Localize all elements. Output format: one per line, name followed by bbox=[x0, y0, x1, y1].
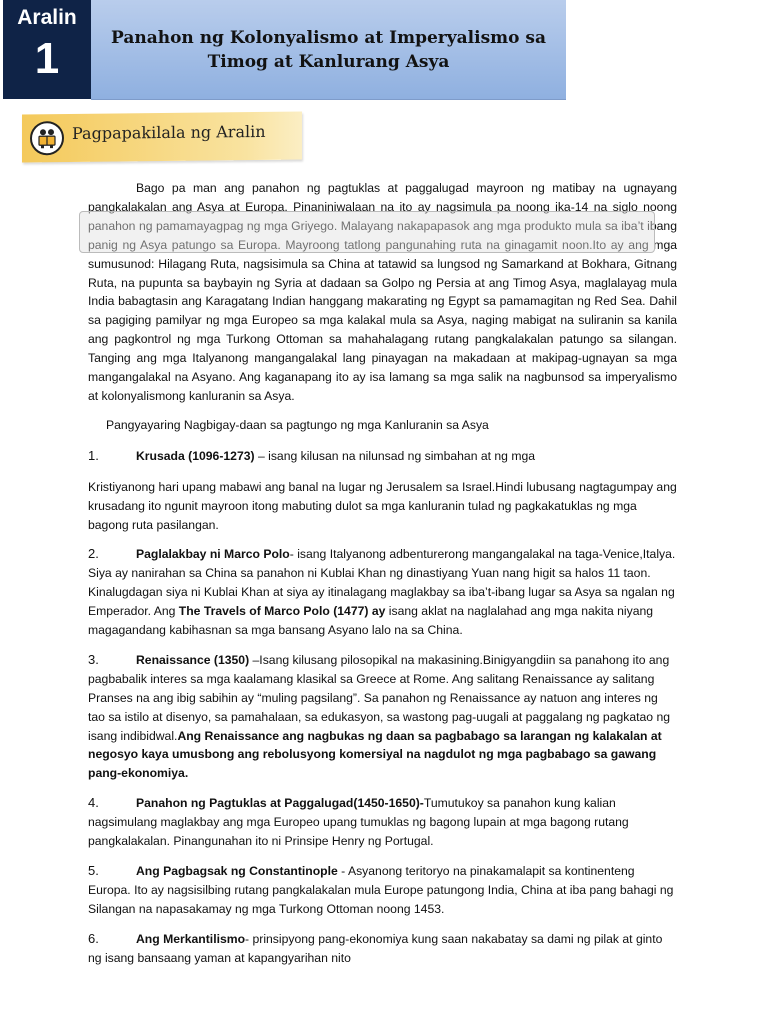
item-title: Ang Merkantilismo bbox=[136, 931, 246, 946]
item-text: Tumutukoy sa panahon kung kalian nagsimulang maglakbay ang mga Europeo upang tumuklas ng bagong lupain at mga bagong rutang pangkalakalan. Pinangunahan ito ni Prinsipe Henry ng Portugal. bbox=[88, 796, 629, 849]
page-title-line1: Panahon ng Kolonyalismo at Imperyalismo sa bbox=[111, 27, 546, 48]
item-body: Kristiyanong hari upang mabawi ang banal na lugar ng Jerusalem sa Israel.Hindi lubusang nagtagumpay ang krusadang ito ngunit mayroon itong mabuting dulot sa mga kanluranin tulad ng pagkakatuklas ng mga bagong ruta pasilangan. bbox=[88, 479, 677, 532]
page-title-line2: Timog at Kanlurang Asya bbox=[207, 51, 450, 72]
item-text: - isang Italyanong adbenturerong mangangalakal na taga-Venice,Italya. Siya ay nanirahan sa China sa panahon ni Kublai Khan ng dinastiyang Yuan nang higit sa halos 11 taon. Kinalugdagan siya ni Kublai Khan at siya ay itinalagang maglakbay sa iba’t-ibang lugar sa Asya sa ngalan ng Emperador. Ang bbox=[88, 547, 676, 619]
section-title: Pagpapakilala ng Aralin bbox=[72, 121, 266, 143]
item-text: –Isang kilusang pilosopikal na makasining.Binigyangdiin sa panahong ito ang pagbabalik interes sa mga kaalamang klasikal sa Greece at Rome. Ang salitang Renaissance ay salitang Pranses na ang ibig sabihin ay “muling pagsilang”. Sa panahon ng Renaissance ay natuon ang interes ng tao sa istilo at disenyo, sa pamahalaan, sa edukasyon, sa wastong pag-uugali at paggalang ng pagkatao ng isang indibidwal. bbox=[88, 652, 671, 743]
events-subheading: Pangyayaring Nagbigay-daan sa pagtungo ng mga Kanluranin sa Asya bbox=[106, 417, 489, 432]
lesson-content bbox=[88, 179, 677, 968]
item-emphasis: Ang Renaissance ang nagbukas ng daan sa pagbabago sa larangan ng kalakalan at negosyo kaya umusbong ang rebolusyong komersiyal na nagdulot ng mga pagbabago sa gawang pang-ekonomiya. bbox=[88, 728, 662, 781]
list-item bbox=[88, 545, 677, 640]
book-title: The Travels of Marco Polo (1477) ay bbox=[178, 604, 386, 619]
intro-text: Bago pa man ang panahon ng pagtuklas at paggalugad mayroon ng matibay na ugnayang pangkalakalan ang Asya at Europa. Pinaniniwalaan na ito ay nagsimula pa noong ika-14 na siglo noong panahon ng pamamayagpag ng mga Griyego. Malayang nakapapasok ang mga produkto mula sa iba’t ibang panig ng Asya patungo sa Europa. Mayroong tatlong pangunahing ruta na ginagamit noon.Ito ay ang mga sumusunod: Hilagang Ruta, nagsisimula sa China at tatawid sa lungsod ng Samarkand at Bokhara, Gitnang Ruta, na pupunta sa baybayin ng Syria at dadaan sa Golpo ng Persia at ang Timog Asya, maglalayag mula India babagtasin ang Karagatang Indian hanggang makarating ng Egypt sa pamamagitan ng Red Sea. Dahil sa pagiging pamilyar ng mga Europeo sa mga kalakal mula sa Asya, naging mabigat na suliranin sa kanila ang pagkontrol ng mga Turkong Ottoman sa mahahalagang rutang pangkalakalan patungo sa silangan. Tanging ang mga Italyanong mangangalakal lang pinayagan na makadaan at makipag-ugnayan sa mga mangangalakal na Asyano. Ang kaganapang ito ay isa lamang sa mga salik na nagbunsod sa imperyalismo at kolonyalismong kanluranin sa Asya. bbox=[88, 181, 677, 403]
list-item bbox=[88, 862, 677, 919]
item-number: 1. bbox=[88, 447, 99, 463]
item-title: Renaissance (1350) bbox=[136, 652, 250, 667]
aralin-label: Aralin bbox=[17, 6, 77, 29]
item-title: Ang Pagbagsak ng Constantinople bbox=[136, 864, 338, 878]
title-banner bbox=[91, 0, 566, 100]
item-text: - prinsipyong pang-ekonomiya kung saan nakabatay sa dami ng pilak at ginto ng isang bansaang yaman at kapangyarihan nito bbox=[88, 931, 663, 965]
page-title bbox=[94, 26, 564, 74]
aralin-badge bbox=[3, 0, 91, 99]
aralin-number: 1 bbox=[34, 34, 60, 83]
item-text: – isang kilusan na nilunsad ng simbahan at ng mga bbox=[254, 448, 536, 463]
item-title: Paglalakbay ni Marco Polo bbox=[136, 547, 290, 562]
list-item bbox=[88, 930, 677, 968]
list-item bbox=[88, 651, 677, 783]
intro-paragraph bbox=[88, 179, 677, 406]
item-number: 5. bbox=[88, 863, 99, 878]
item-number: 6. bbox=[88, 930, 99, 946]
item-text-end: isang aklat na naglalahad ang mga nakita niyang magagandang kabihasnan sa mga bansang Asyano lalo na sa China. bbox=[88, 604, 654, 638]
section-banner bbox=[22, 112, 302, 163]
item-title: Krusada (1096-1273) bbox=[136, 448, 255, 463]
list-item bbox=[88, 794, 677, 851]
item-title: Panahon ng Pagtuklas at Paggalugad(1450-1650)- bbox=[136, 796, 424, 811]
item-text: - Asyanong teritoryo na pinakamalapit sa kontinenteng Europa. Ito ay nagsisilbing rutang pangkalakalan mula Europe patungong India, China at iba pang bahagi ng Silangan na napasakamay ng mga Turkong Ottoman noong 1453. bbox=[88, 864, 674, 916]
item-number: 2. bbox=[88, 546, 99, 562]
list-item bbox=[88, 447, 677, 535]
item-number: 4. bbox=[88, 795, 99, 811]
reading-people-icon bbox=[30, 121, 64, 155]
item-number: 3. bbox=[88, 651, 99, 667]
